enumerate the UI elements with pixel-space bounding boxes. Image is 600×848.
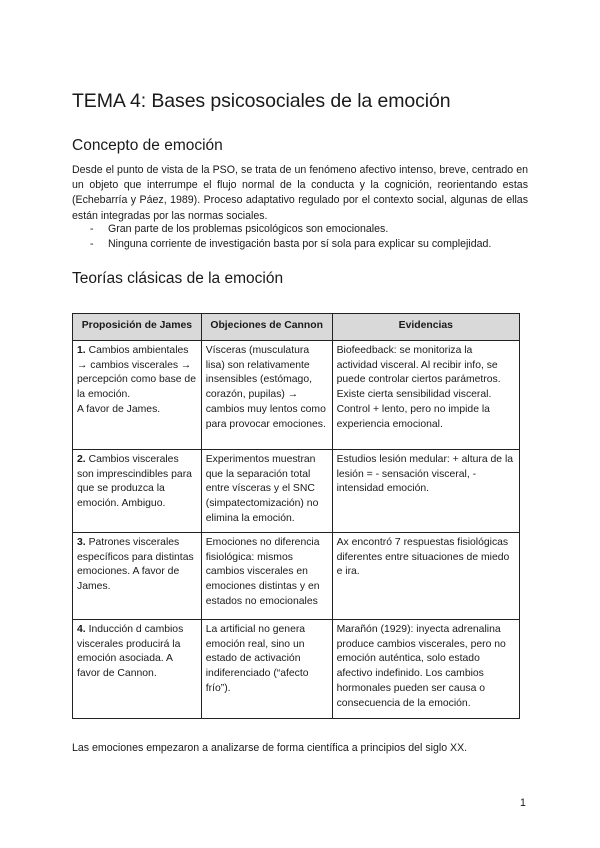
row-number: 3. <box>77 536 86 548</box>
closing-note: Las emociones empezaron a analizarse de forma científica a principios del siglo XX. <box>72 742 468 754</box>
james-extra-text: A favor de James. <box>77 403 161 415</box>
list-item <box>72 222 528 237</box>
table-row <box>73 619 520 718</box>
section-heading-theories: Teorías clásicas de la emoción <box>72 270 284 287</box>
james-text: Inducción d cambios viscerales producirá la emoción asociada. A favor de Cannon. <box>77 623 184 680</box>
concept-paragraph: Desde el punto de vista de la PSO, se trata de un fenómeno afectivo intenso, breve, centrado en un objeto que interrumpe el flujo normal de la conducta y la cognición, reorientando estas (Echebarría y Páez, 1989). Proceso adaptativo regulado por el contexto social, algunas de ellas están integradas por las normas sociales. <box>72 164 528 222</box>
bullet-marker: - <box>90 238 94 251</box>
evidence-cell: Estudios lesión medular: + altura de la lesión = - sensación visceral, - intensidad emoción. <box>332 449 519 532</box>
row-number: 1. <box>77 344 86 356</box>
row-number: 2. <box>77 453 86 465</box>
table-row <box>73 532 520 619</box>
bullet-marker: - <box>90 223 94 235</box>
table-row <box>73 340 520 449</box>
column-header-evidence: Evidencias <box>332 314 519 341</box>
page-title: TEMA 4: Bases psicosociales de la emoción <box>72 90 451 112</box>
james-text: Cambios ambientales → cambios viscerales → percepción como base de la emoción. <box>77 344 196 401</box>
cannon-cell: Experimentos muestran que la separación total entre vísceras y el SNC (simpatectomización) no elimina la emoción. <box>201 449 332 532</box>
cannon-cell: Vísceras (musculatura lisa) son relativamente insensibles (estómago, corazón, pupilas) → cambios muy lentos como para provocar emociones. <box>201 340 332 449</box>
james-text: Cambios viscerales son imprescindibles para que se produzca la emoción. Ambiguo. <box>77 453 192 510</box>
james-text: Patrones viscerales específicos para distintas emociones. A favor de James. <box>77 536 194 593</box>
cannon-cell: La artificial no genera emoción real, sino un estado de activación indiferenciado (“afecto frío”). <box>201 619 332 718</box>
column-header-james: Proposición de James <box>73 314 202 341</box>
list-item <box>72 237 528 252</box>
evidence-cell: Marañón (1929): inyecta adrenalina produce cambios viscerales, pero no emoción auténtica, solo estado afectivo indefinido. Los cambios hormonales pueden ser causa o consecuencia de la emoción. <box>332 619 519 718</box>
theories-table <box>72 313 520 719</box>
evidence-cell: Ax encontró 7 respuestas fisiológicas diferentes entre situaciones de miedo e ira. <box>332 532 519 619</box>
james-cell <box>73 619 202 718</box>
page-number: 1 <box>520 797 526 809</box>
cannon-cell: Emociones no diferencia fisiológica: mismos cambios viscerales en emociones distintas y en estados no emocionales <box>201 532 332 619</box>
bullet-text: Gran parte de los problemas psicológicos son emocionales. <box>108 223 389 235</box>
table-row <box>73 449 520 532</box>
james-cell <box>73 532 202 619</box>
james-cell <box>73 340 202 449</box>
table-header-row <box>73 314 520 341</box>
row-number: 4. <box>77 623 86 635</box>
evidence-cell: Biofeedback: se monitoriza la actividad visceral. Al recibir info, se puede controlar ciertos parámetros. Existe cierta sensibilidad visceral. Control + lento, pero no impide la experiencia emocional. <box>332 340 519 449</box>
section-heading-concept: Concepto de emoción <box>72 137 223 154</box>
concept-bullet-list <box>72 222 528 252</box>
column-header-cannon: Objeciones de Cannon <box>201 314 332 341</box>
bullet-text: Ninguna corriente de investigación basta por sí sola para explicar su complejidad. <box>108 238 492 251</box>
james-cell <box>73 449 202 532</box>
